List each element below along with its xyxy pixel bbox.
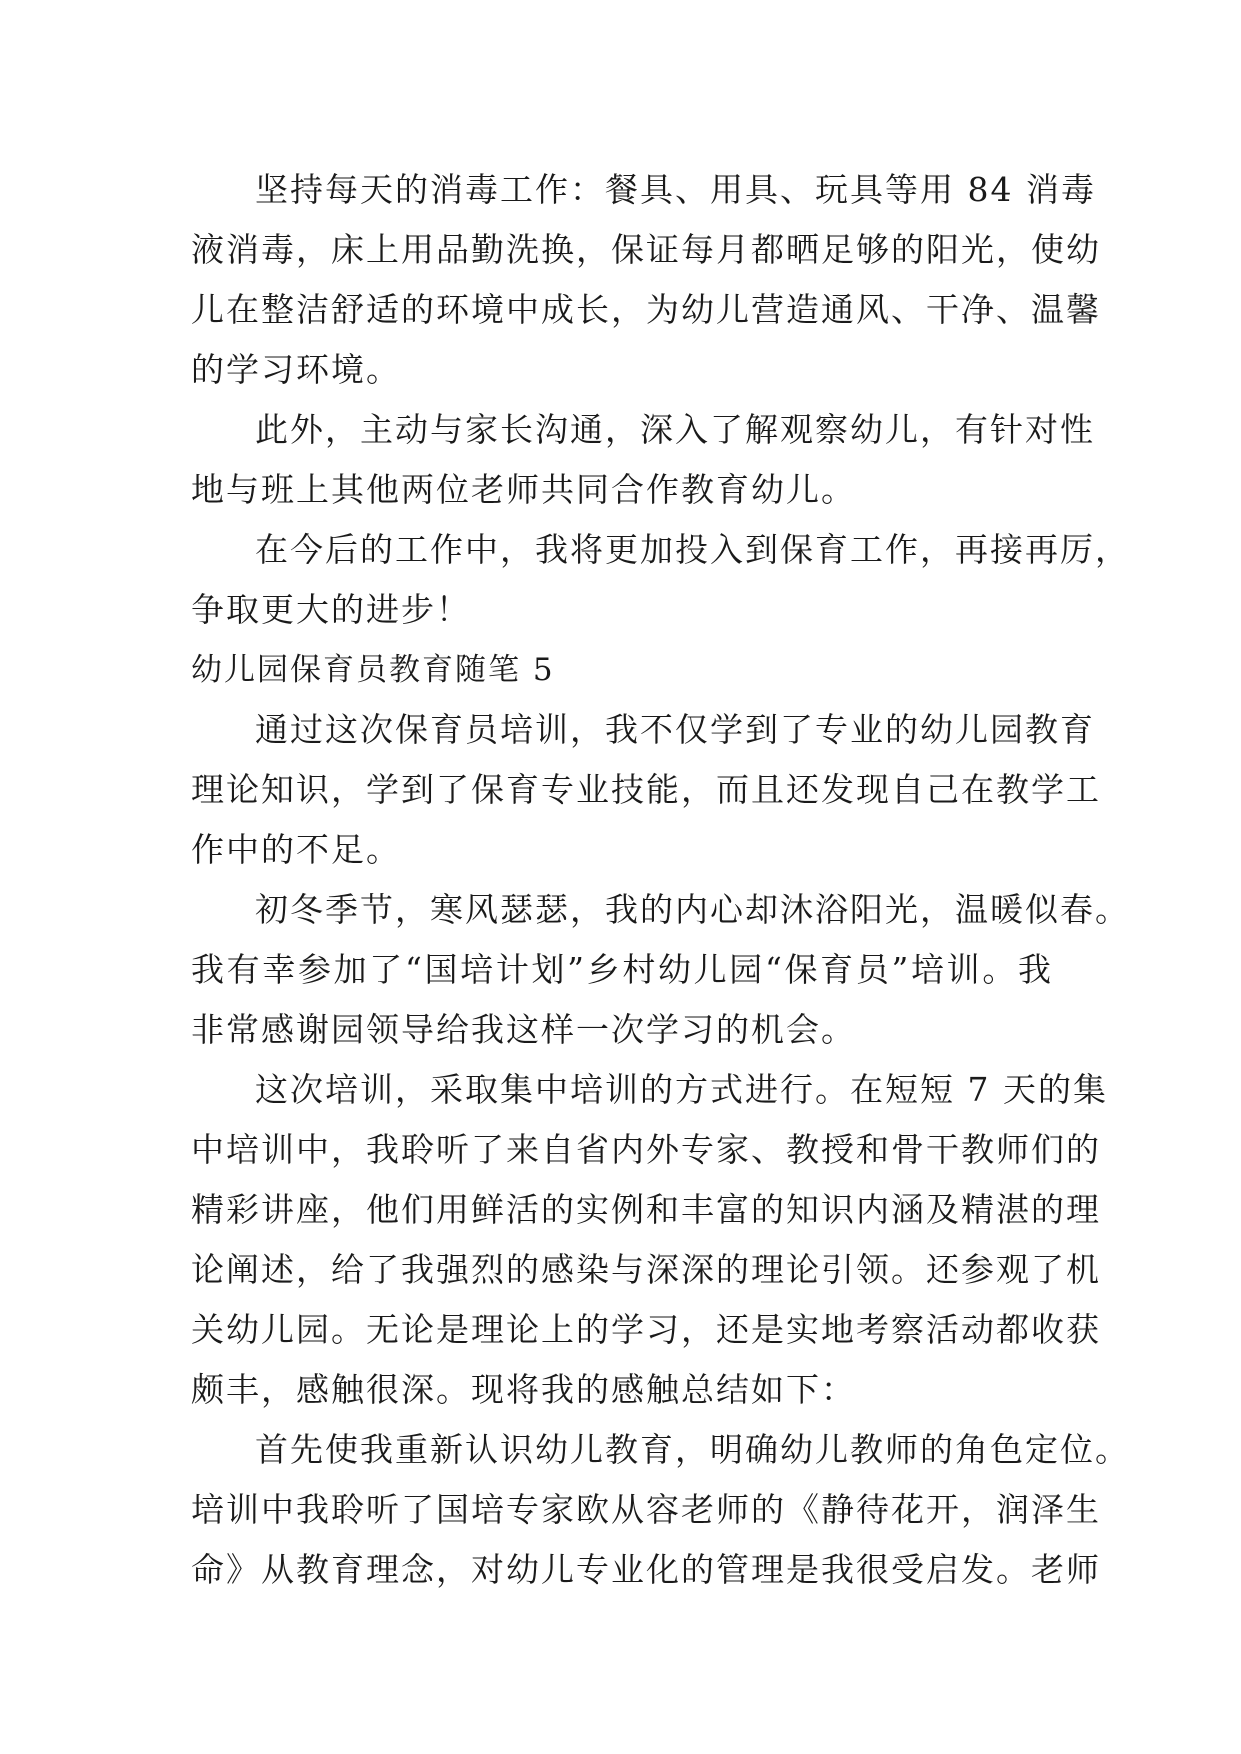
- text-line: 作中的不足。: [191, 830, 401, 869]
- text-line: 初冬季节，寒风瑟瑟，我的内心却沐浴阳光，温暖似春。: [255, 890, 1130, 929]
- text-line: 理论知识，学到了保育专业技能，而且还发现自己在教学工: [191, 770, 1101, 809]
- text-line: 颇丰，感触很深。现将我的感触总结如下：: [191, 1370, 856, 1409]
- text-line: 培训中我聆听了国培专家欧从容老师的《静待花开，润泽生: [191, 1490, 1101, 1529]
- text-line: 中培训中，我聆听了来自省内外专家、教授和骨干教师们的: [191, 1130, 1101, 1169]
- text-line: 地与班上其他两位老师共同合作教育幼儿。: [191, 470, 856, 509]
- text-line: 坚持每天的消毒工作：餐具、用具、玩具等用 84 消毒: [255, 170, 1096, 209]
- document-page: [191, 160, 1130, 1600]
- text-line: 我有幸参加了“国培计划”乡村幼儿园“保育员”培训。我: [191, 950, 1053, 989]
- paragraph-training-intro: [191, 700, 1101, 880]
- text-line: 命》从教育理念，对幼儿专业化的管理是我很受启发。老师: [191, 1550, 1101, 1589]
- text-line: 的学习环境。: [191, 350, 401, 389]
- text-line: 精彩讲座，他们用鲜活的实例和丰富的知识内涵及精湛的理: [191, 1190, 1101, 1229]
- text-line: 这次培训，采取集中培训的方式进行。在短短 7 天的集: [255, 1070, 1108, 1109]
- paragraph-parent-communication: [191, 400, 1095, 520]
- text-line: 非常感谢园领导给我这样一次学习的机会。: [191, 1010, 856, 1049]
- text-line: 争取更大的进步！: [191, 590, 471, 629]
- text-line: 关幼儿园。无论是理论上的学习，还是实地考察活动都收获: [191, 1310, 1101, 1349]
- text-line: 液消毒，床上用品勤洗换，保证每月都晒足够的阳光，使幼: [191, 230, 1101, 269]
- text-line: 首先使我重新认识幼儿教育，明确幼儿教师的角色定位。: [255, 1430, 1130, 1469]
- text-line: 此外，主动与家长沟通，深入了解观察幼儿，有针对性: [255, 410, 1095, 449]
- text-line: 儿在整洁舒适的环境中成长，为幼儿营造通风、干净、温馨: [191, 290, 1101, 329]
- text-line: 论阐述，给了我强烈的感染与深深的理论引领。还参观了机: [191, 1250, 1101, 1289]
- text-line: 通过这次保育员培训，我不仅学到了专业的幼儿园教育: [255, 710, 1095, 749]
- text-line: 在今后的工作中，我将更加投入到保育工作，再接再厉，: [255, 530, 1130, 569]
- paragraph-future-work: [191, 520, 1130, 640]
- paragraph-early-winter: [191, 880, 1130, 1060]
- paragraph-role-positioning: [191, 1420, 1130, 1600]
- paragraph-training-format: [191, 1060, 1108, 1420]
- paragraph-disinfection: [191, 160, 1101, 400]
- section-heading: 幼儿园保育员教育随笔 5: [191, 652, 555, 688]
